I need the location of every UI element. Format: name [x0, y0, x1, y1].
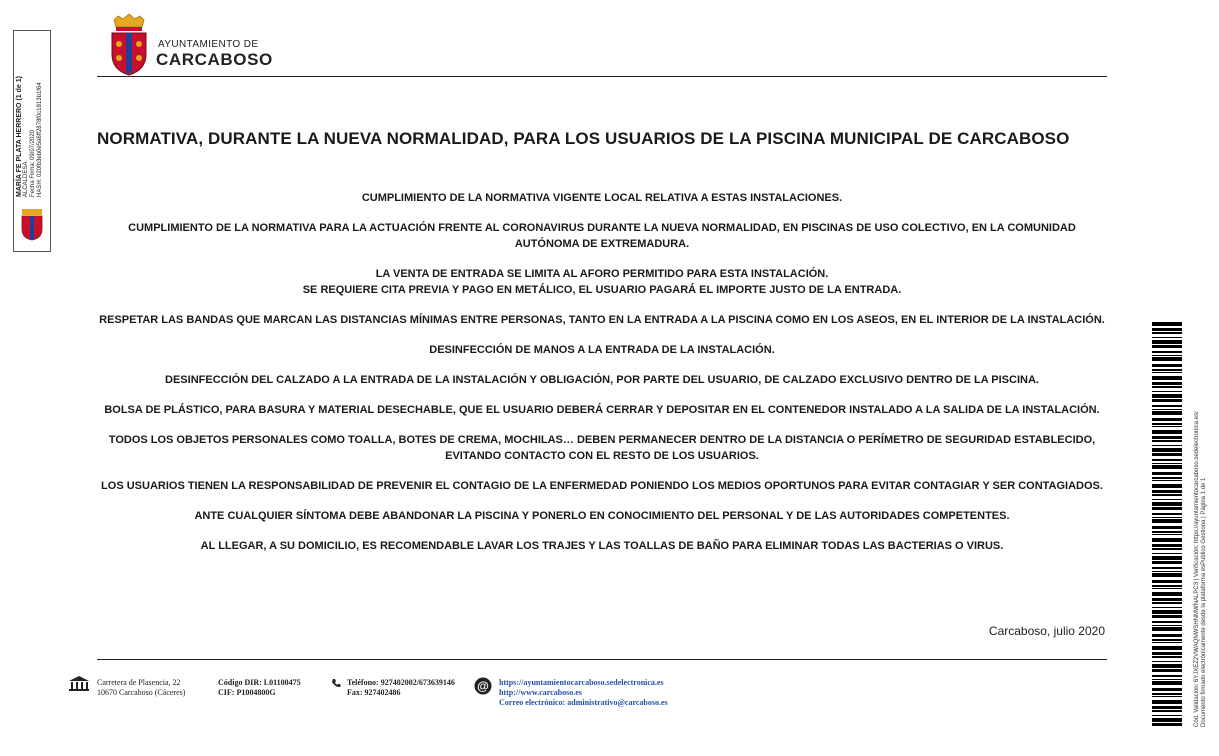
signature-strip: [13, 30, 51, 252]
signature-hash: HASH: 020fb3eb0e5a6ff2878f0c1813b1f64: [37, 82, 43, 197]
phone-icon: [331, 678, 341, 688]
rule-item: RESPETAR LAS BANDAS QUE MARCAN LAS DISTANCIAS MÍNIMAS ENTRE PERSONAS, TANTO EN LA ENTRADA A LA PISCINA COMO EN LOS ASEOS, EN EL INTERIOR DE LA INSTALACIÓN.: [99, 314, 1105, 326]
rule-item: LOS USUARIOS TIENEN LA RESPONSABILIDAD DE PREVENIR EL CONTAGIO DE LA ENFERMEDAD PONIENDO LOS MEDIOS OPORTUNOS PARA EVITAR CONTAGIAR Y SER CONTAGIADOS.: [101, 480, 1103, 492]
org-name: CARCABOSO: [156, 50, 273, 69]
footer-contact: [499, 678, 668, 708]
rule-item: BOLSA DE PLÁSTICO, PARA BASURA Y MATERIAL DESECHABLE, QUE EL USUARIO DEBERÁ CERRAR Y DEPOSITAR EN EL CONTENEDOR INSTALADO A LA SALIDA DE LA INSTALACIÓN.: [104, 404, 1100, 416]
signature-date: Fecha Firma: 09/07/2020: [30, 129, 36, 197]
email-link[interactable]: Correo electrónico: administrativo@carcaboso.es: [499, 698, 668, 707]
rule-item: DESINFECCIÓN DEL CALZADO A LA ENTRADA DE LA INSTALACIÓN Y OBLIGACIÓN, POR PARTE DEL USUARIO, DE CALZADO EXCLUSIVO DENTRO DE LA PISCINA.: [165, 374, 1039, 386]
footer-codes: [218, 678, 301, 698]
address-line: 10670 Carcaboso (Cáceres): [97, 688, 186, 697]
web-link[interactable]: http://www.carcaboso.es: [499, 688, 582, 697]
document-title: NORMATIVA, DURANTE LA NUEVA NORMALIDAD, PARA LOS USUARIOS DE LA PISCINA MUNICIPAL DE CARCABOSO: [97, 129, 1070, 148]
signature-text: [16, 37, 44, 197]
verification-text: [1194, 307, 1208, 727]
address-line: Carretera de Plasencia, 22: [97, 678, 181, 687]
verification-platform: Documento firmado electrónicamente desde la plataforma esPublico Gestiona | Página 1 de 1: [1201, 477, 1207, 727]
fax-number: Fax: 927402486: [347, 688, 401, 697]
svg-text:@: @: [477, 679, 489, 693]
at-sign-icon: [474, 677, 492, 695]
org-prefix: AYUNTAMIENTO DE: [158, 39, 259, 50]
rule-item: CUMPLIMIENTO DE LA NORMATIVA PARA LA ACTUACIÓN FRENTE AL CORONAVIRUS DURANTE LA NUEVA NORMALIDAD, EN PISCINAS DE USO COLECTIVO, EN LA COMUNIDAD AUTÓNOMA DE EXTREMADURA.: [128, 222, 1076, 250]
coat-of-arms-icon: [108, 14, 150, 76]
barcode-image: [1152, 322, 1182, 727]
rule-item: CUMPLIMIENTO DE LA NORMATIVA VIGENTE LOCAL RELATIVA A ESTAS INSTALACIONES.: [361, 192, 843, 204]
rule-item: TODOS LOS OBJETOS PERSONALES COMO TOALLA, BOTES DE CREMA, MOCHILAS… DEBEN PERMANECER DENTRO DE LA DISTANCIA O PERÍMETRO DE SEGURIDAD ESTABLECIDO, EVITANDO CONTACTO CON EL RESTO DE LOS USUARIOS.: [108, 434, 1096, 462]
phone-number: Teléfono: 927402002/673639146: [347, 678, 455, 687]
small-coat-of-arms-icon: [19, 207, 45, 241]
rule-item: DESINFECCIÓN DE MANOS A LA ENTRADA DE LA INSTALACIÓN.: [429, 344, 775, 356]
footer-phone: [347, 678, 455, 698]
signer-name: MARÍA FE PLATA HERRERO (1 de 1): [16, 76, 23, 197]
cif-code: CIF: P1004800G: [218, 688, 276, 697]
document-body: [97, 190, 1107, 568]
rule-item: LA VENTA DE ENTRADA SE LIMITA AL AFORO PERMITIDO PARA ESTA INSTALACIÓN.: [375, 268, 829, 280]
sede-link[interactable]: https://ayuntamientocarcaboso.sedelectronica.es: [499, 678, 664, 687]
footer-divider: [97, 659, 1107, 660]
rule-item: SE REQUIERE CITA PREVIA Y PAGO EN METÁLICO, EL USUARIO PAGARÁ EL IMPORTE JUSTO DE LA ENTRADA.: [302, 284, 902, 296]
rule-item: AL LLEGAR, A SU DOMICILIO, ES RECOMENDABLE LAVAR LOS TRAJES Y LAS TOALLAS DE BAÑO PARA ELIMINAR TODAS LAS BACTERIAS O VIRUS.: [200, 540, 1004, 552]
closing-place-date: Carcaboso, julio 2020: [988, 624, 1105, 638]
verification-code: Cód. Validación: 6YJXEZ2VWAQNWSHNMWNALPC3 | Verificación: https://ayuntamientocarcaboso.sedelectronica.es/: [1194, 411, 1200, 727]
signer-role: ALCALDESA: [23, 161, 29, 197]
rule-item: ANTE CUALQUIER SÍNTOMA DEBE ABANDONAR LA PISCINA Y PONERLO EN CONOCIMIENTO DEL PERSONAL Y DE LAS AUTORIDADES COMPETENTES.: [194, 510, 1010, 522]
header-divider: [97, 76, 1107, 77]
building-icon: [68, 676, 90, 692]
footer-address: [97, 678, 185, 698]
dir-code: Código DIR: L01100475: [218, 678, 301, 687]
